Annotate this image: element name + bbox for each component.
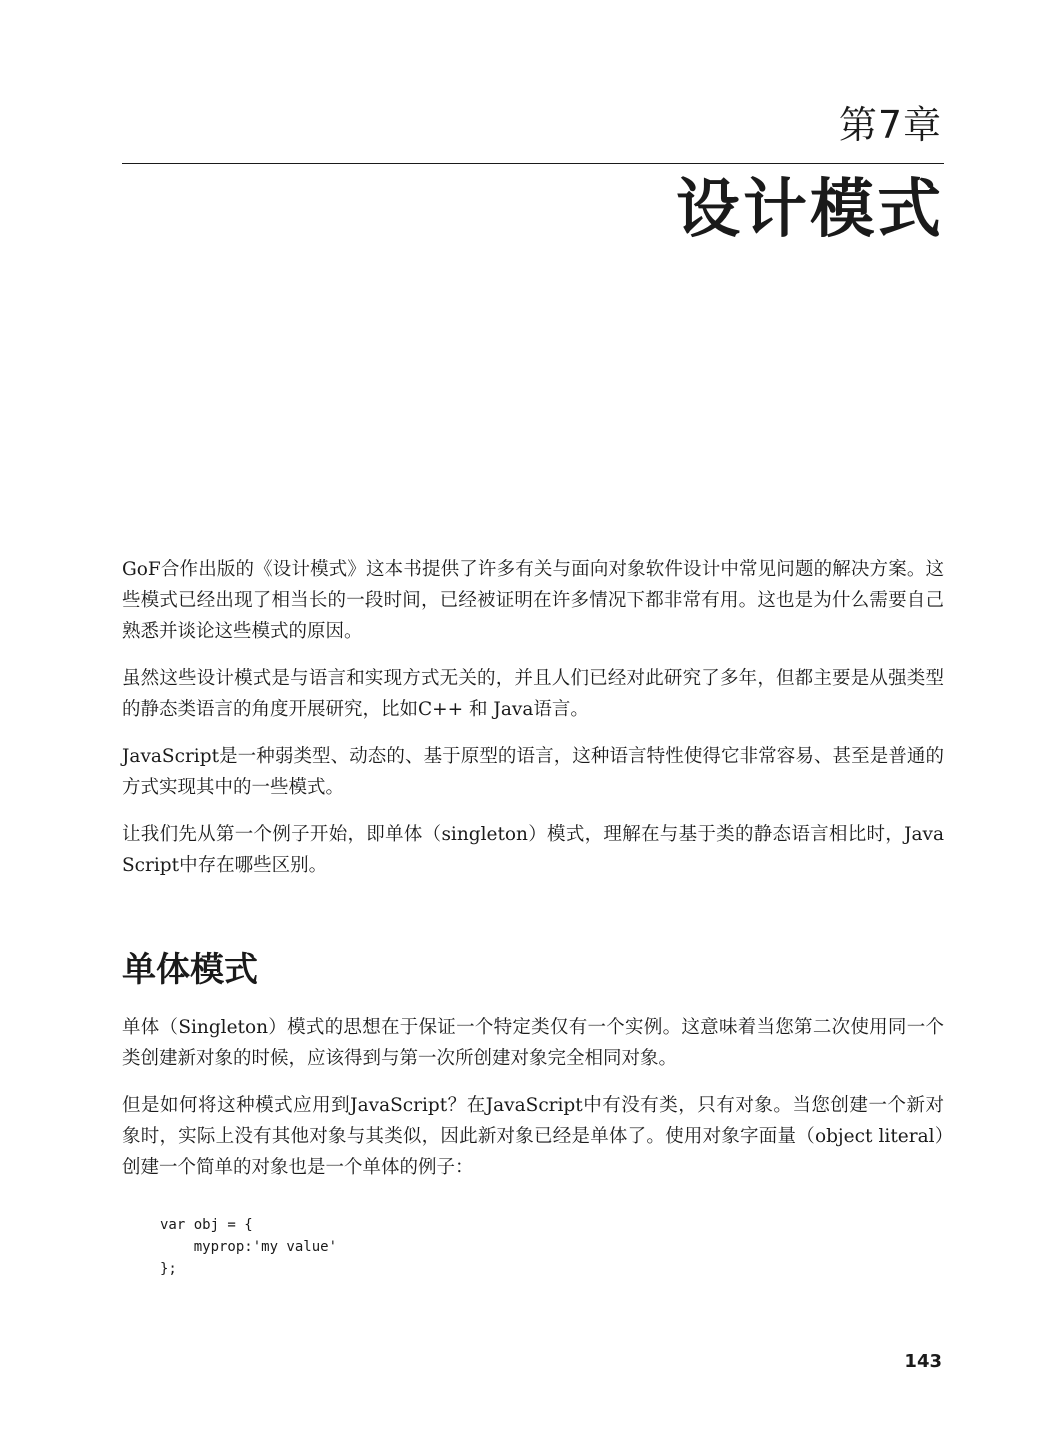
intro-paragraph: 虽然这些设计模式是与语言和实现方式无关的，并且人们已经对此研究了多年，但都主要是从强类型的静态类语言的角度开展研究，比如C++ 和 Java语言。 <box>122 668 944 720</box>
intro-paragraph: 让我们先从第一个例子开始，即单体（singleton）模式，理解在与基于类的静态语言相比时，JavaScript中存在哪些区别。 <box>122 824 944 876</box>
section-paragraph: 但是如何将这种模式应用到JavaScript？在JavaScript中有没有类，只有对象。当您创建一个新对象时，实际上没有其他对象与其类似，因此新对象已经是单体了。使用对象字面量（object literal）创建一个简单的对象也是一个单体的例子： <box>122 1095 944 1178</box>
intro-paragraph: GoF合作出版的《设计模式》这本书提供了许多有关与面向对象软件设计中常见问题的解决方案。这些模式已经出现了相当长的一段时间，已经被证明在许多情况下都非常有用。这也是为什么需要自己熟悉并谈论这些模式的原因。 <box>122 559 944 642</box>
chapter-title: 设计模式 <box>676 173 944 247</box>
chapter-number: 第7章 <box>838 103 942 147</box>
code-example: var obj = { myprop:'my value' }; <box>160 1217 338 1277</box>
intro-paragraph: JavaScript是一种弱类型、动态的、基于原型的语言，这种语言特性使得它非常容易、甚至是普通的方式实现其中的一些模式。 <box>122 746 944 798</box>
page-number: 143 <box>904 1351 942 1372</box>
intro-text <box>122 554 944 881</box>
section-paragraph: 单体（Singleton）模式的思想在于保证一个特定类仅有一个实例。这意味着当您第二次使用同一个类创建新对象的时候，应该得到与第一次所创建对象完全相同对象。 <box>122 1017 944 1069</box>
section-text <box>122 1012 944 1183</box>
chapter-divider <box>122 163 944 164</box>
section-heading: 单体模式 <box>122 950 258 990</box>
